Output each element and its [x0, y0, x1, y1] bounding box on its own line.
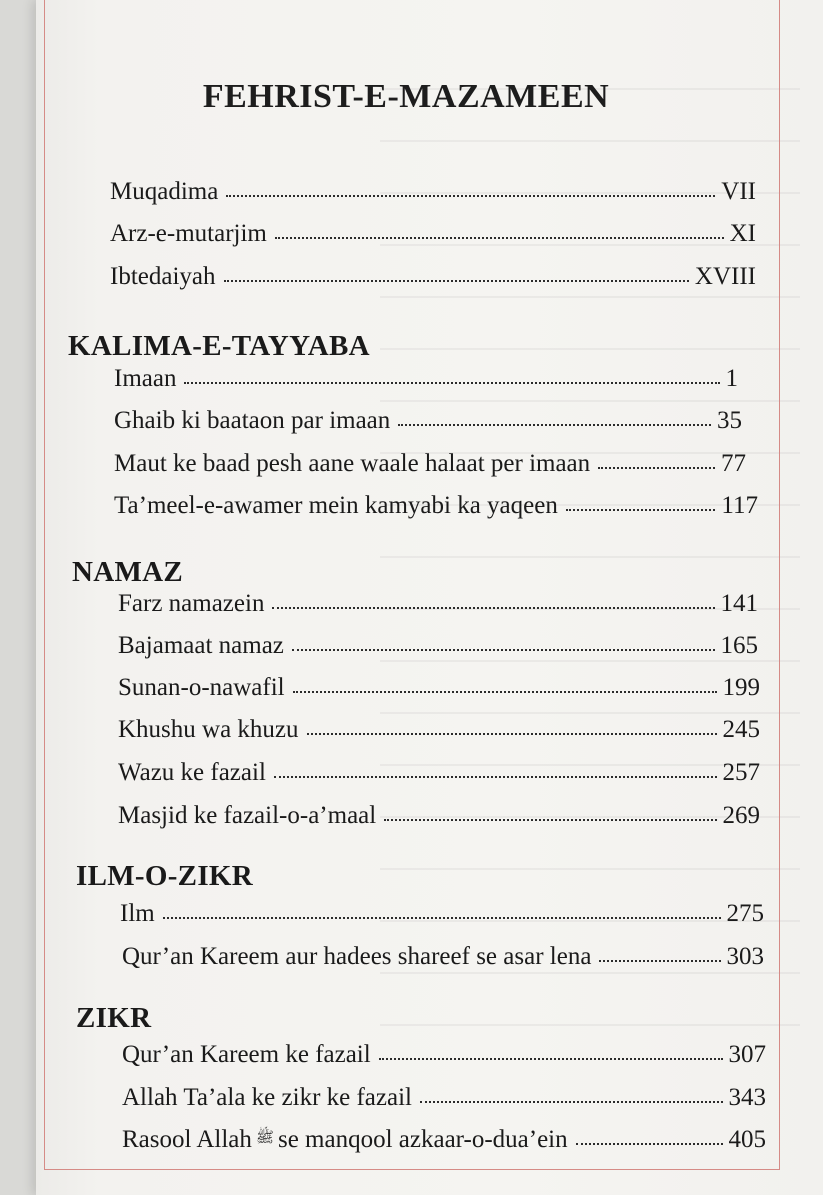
toc-entry-page: 141 — [720, 590, 758, 617]
toc-entry-label: Arz-e-mutarjim — [110, 220, 267, 247]
toc-entry-label — [122, 1126, 568, 1154]
dot-leader — [566, 509, 716, 511]
toc-entry-page: 303 — [726, 943, 764, 970]
toc-entry-page: 117 — [721, 492, 758, 519]
toc-entry-arz-e-mutarjim — [110, 220, 756, 254]
toc-entry-label: Ta’meel-e-awamer mein kamyabi ka yaqeen — [114, 492, 558, 519]
toc-entry — [114, 365, 738, 399]
toc-entry — [114, 492, 758, 526]
toc-entry-label: Ghaib ki baataon par imaan — [114, 407, 391, 434]
dot-leader — [293, 691, 717, 693]
toc-entry — [114, 407, 742, 441]
dot-leader — [379, 1058, 723, 1060]
toc-entry-page: XI — [729, 220, 756, 247]
dot-leader — [275, 237, 724, 239]
toc-entry-label: Imaan — [114, 365, 177, 392]
dot-leader — [292, 649, 715, 651]
dot-leader — [226, 195, 715, 197]
toc-entry-page: 343 — [728, 1084, 766, 1111]
toc-entry-page: 199 — [722, 674, 760, 701]
toc-entry — [118, 632, 758, 666]
salawat-seal-icon: ﷺ — [255, 1130, 274, 1147]
toc-entry-label: Sunan-o-nawafil — [118, 674, 285, 701]
toc-entry — [118, 759, 760, 793]
toc-entry-label: Farz namazein — [118, 590, 265, 617]
toc-entry-muqadima — [110, 178, 756, 212]
dot-leader — [398, 424, 711, 426]
toc-entry-label: Ibtedaiyah — [110, 263, 216, 290]
toc-entry-page: 405 — [728, 1126, 766, 1153]
toc-entry-page: 35 — [717, 407, 742, 434]
dot-leader — [576, 1143, 723, 1145]
dot-leader — [272, 607, 714, 609]
toc-entry — [114, 450, 746, 484]
toc-entry — [118, 802, 760, 836]
toc-entry — [122, 1084, 766, 1118]
toc-entry-page: VII — [721, 178, 756, 205]
toc-entry — [118, 716, 760, 750]
toc-entry — [118, 590, 758, 624]
toc-entry-page: 77 — [721, 450, 746, 477]
toc-entry-page: 269 — [722, 802, 760, 829]
toc-entry-label: Masjid ke fazail-o-a’maal — [118, 802, 377, 829]
toc-entry-page: 165 — [720, 632, 758, 659]
toc-entry-page: 1 — [725, 365, 738, 392]
toc-entry — [122, 1126, 766, 1160]
dot-leader — [224, 280, 689, 282]
dot-leader — [274, 776, 717, 778]
toc-entry — [120, 900, 764, 934]
toc-entry-label: Maut ke baad pesh aane waale halaat per imaan — [114, 450, 591, 477]
page-title: FEHRIST-E-MAZAMEEN — [202, 78, 610, 115]
dot-leader — [307, 733, 717, 735]
toc-entry — [122, 943, 764, 977]
toc-entry-label: Qur’an Kareem aur hadees shareef se asar lena — [122, 943, 592, 970]
toc-entry-page: 245 — [722, 716, 760, 743]
section-heading-kalima: KALIMA-E-TAYYABA — [68, 330, 370, 362]
toc-entry-label-before: Rasool Allah — [122, 1126, 252, 1153]
dot-leader — [163, 917, 721, 919]
toc-entry-ibtedaiyah — [110, 263, 756, 297]
toc-entry-label: Allah Ta’ala ke zikr ke fazail — [122, 1084, 412, 1111]
toc-entry-label: Khushu wa khuzu — [118, 716, 299, 743]
toc-entry-page: 307 — [728, 1041, 766, 1068]
toc-entry-page: 275 — [726, 900, 764, 927]
toc-entry — [122, 1041, 766, 1075]
toc-entry — [118, 674, 760, 708]
toc-entry-label-after: se manqool azkaar-o-dua’ein — [277, 1126, 568, 1153]
dot-leader — [420, 1101, 723, 1103]
toc-entry-label: Muqadima — [110, 178, 219, 205]
toc-entry-label: Bajamaat namaz — [118, 632, 284, 659]
toc-entry-label: Wazu ke fazail — [118, 759, 266, 786]
toc-entry-page: XVIII — [694, 263, 756, 290]
dot-leader — [598, 467, 715, 469]
section-heading-ilm-o-zikr: ILM-O-ZIKR — [76, 860, 253, 892]
section-heading-zikr: ZIKR — [76, 1002, 152, 1034]
dot-leader — [599, 960, 720, 962]
dot-leader — [184, 382, 719, 384]
toc-entry-label: Ilm — [120, 900, 155, 927]
toc-entry-page: 257 — [722, 759, 760, 786]
toc-entry-label: Qur’an Kareem ke fazail — [122, 1041, 371, 1068]
section-heading-namaz: NAMAZ — [72, 556, 184, 588]
dot-leader — [384, 819, 716, 821]
